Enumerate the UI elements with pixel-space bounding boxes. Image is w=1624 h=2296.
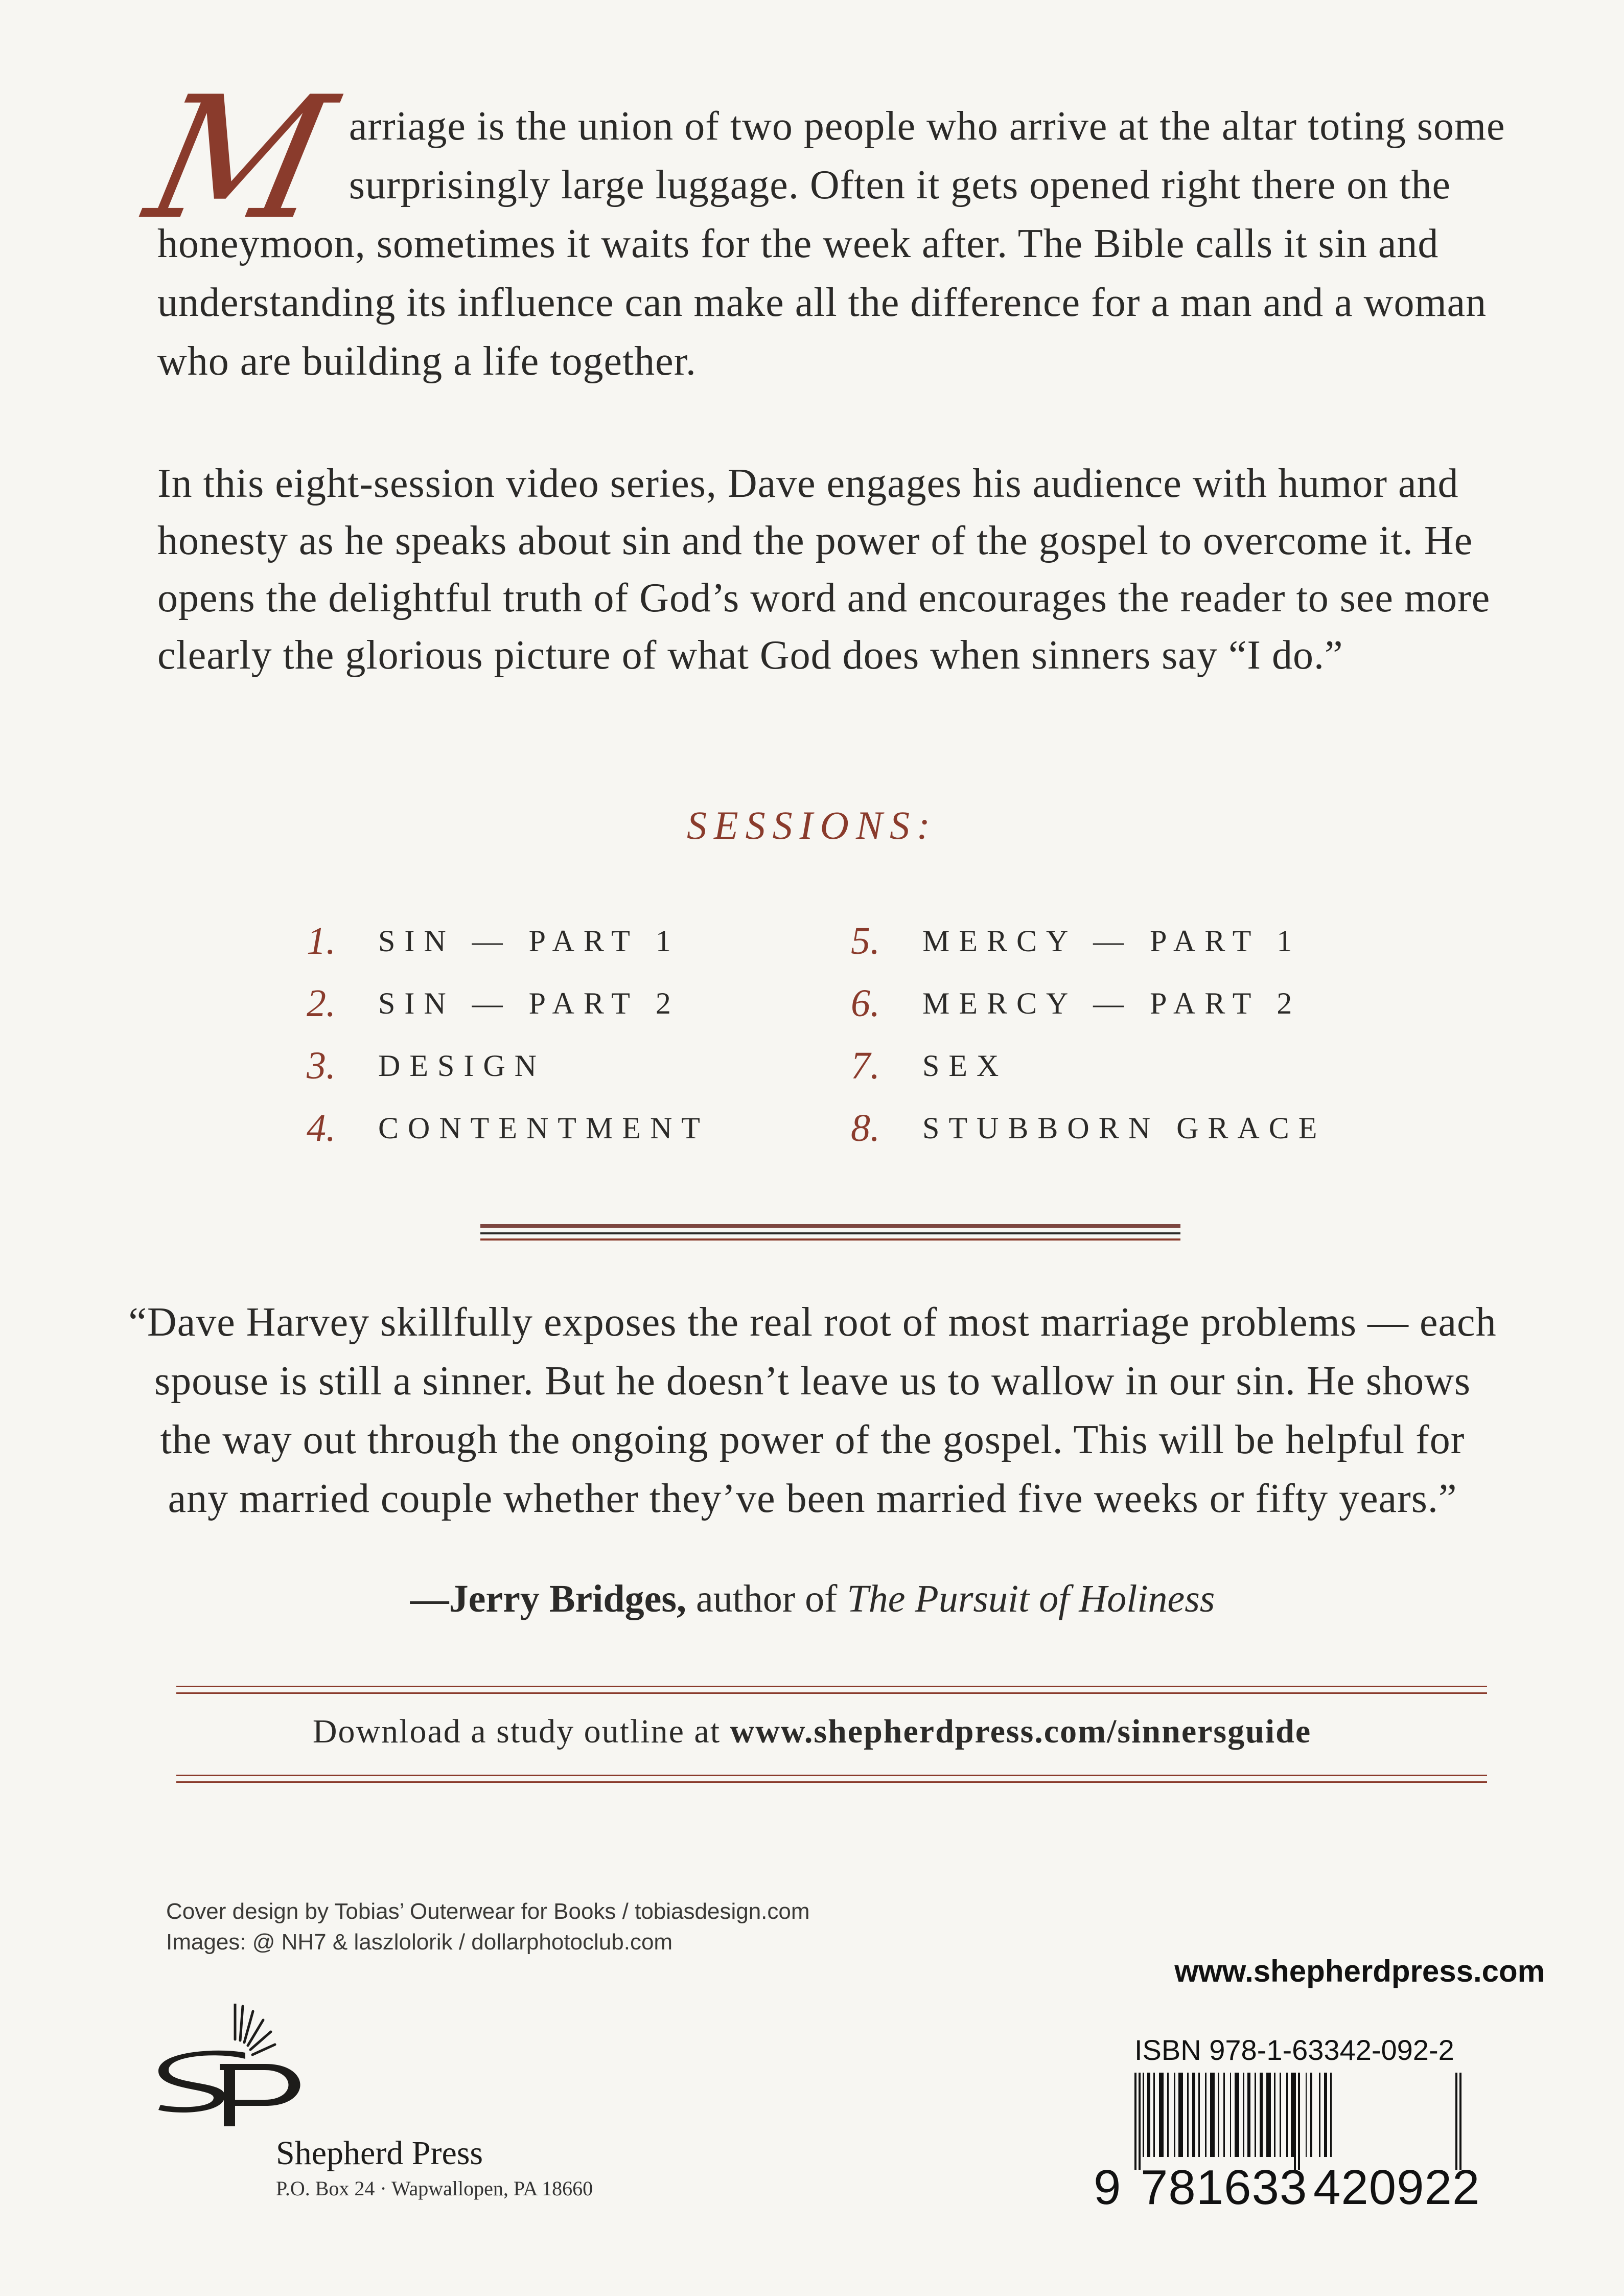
barcode-bar [1235, 2073, 1239, 2157]
barcode-bar [1247, 2073, 1250, 2157]
barcode-group-2: 420922 [1313, 2160, 1480, 2215]
barcode-bar [1243, 2073, 1244, 2157]
intro-paragraph [133, 60, 1506, 391]
barcode-bar [1319, 2073, 1320, 2157]
barcode-guard-bar [1139, 2073, 1141, 2170]
intro-text: arriage is the union of two people who arrive at the altar toting some surprisingly large luggage. Often it gets opened right there on the honeymoon, sometimes it waits for the week after. The Bible calls it sin and understanding its influence can make all the difference for a man and a woman who are building a life together. [157, 104, 1505, 384]
session-number: 5. [851, 919, 880, 962]
barcode-bar [1274, 2073, 1275, 2157]
quote-book-title: The Pursuit of Holiness [847, 1577, 1215, 1620]
barcode-bar [1223, 2073, 1225, 2157]
session-item [851, 1035, 1326, 1097]
session-item [851, 910, 1326, 972]
publisher-website[interactable]: www.shepherdpress.com [1174, 1954, 1545, 1988]
barcode-bar [1260, 2073, 1263, 2157]
session-number: 7. [851, 1044, 880, 1087]
ornamental-divider [480, 1224, 1180, 1241]
session-number: 1. [307, 919, 336, 962]
cover-credits [166, 1896, 810, 1958]
download-bottom-rule [176, 1775, 1487, 1783]
barcode-bar [1210, 2073, 1215, 2157]
barcode-icon [1094, 2073, 1492, 2170]
barcode-group-1: 781633 [1141, 2160, 1308, 2215]
session-title: MERCY — PART 1 [922, 924, 1302, 958]
barcode-guard-bar [1134, 2073, 1136, 2170]
publisher-name: Shepherd Press [276, 2134, 483, 2172]
session-number: 2. [307, 981, 336, 1025]
barcode-bar [1198, 2073, 1200, 2157]
barcode-bar [1230, 2073, 1231, 2157]
barcode-bar [1255, 2073, 1256, 2157]
barcode-bar [1178, 2073, 1183, 2157]
sessions-column-right [851, 910, 1326, 1159]
session-item [307, 1035, 709, 1097]
session-item [307, 1097, 709, 1159]
session-item [851, 972, 1326, 1035]
barcode-bar [1286, 2073, 1288, 2157]
download-prefix: Download a study outline at [312, 1713, 730, 1750]
quote-author: —Jerry Bridges, [410, 1577, 686, 1620]
barcode-bar [1310, 2073, 1312, 2157]
endorsement-quote: “Dave Harvey skillfully exposes the real root of most marriage problems — each spouse is still a sinner. But he doesn’t leave us to wallow in our sin. He shows the way out through the ongoing power of the gospel. This will be helpful for any married couple whether they’ve been married five weeks or fifty years.” [128, 1300, 1497, 1521]
barcode-bar [1266, 2073, 1271, 2157]
session-item [851, 1097, 1326, 1159]
series-description: In this eight-session video series, Dave engages his audience with humor and honesty as he speaks about sin and the power of the gospel to overcome it. He opens the delightful truth of God’s word and encourages the reader to see more clearly the glorious picture of what God does when sinners say “I do.” [157, 461, 1491, 678]
download-url[interactable]: www.shepherdpress.com/sinnersguide [730, 1713, 1312, 1750]
session-number: 8. [851, 1106, 880, 1150]
barcode-bar [1205, 2073, 1207, 2157]
barcode-bar [1167, 2073, 1169, 2157]
barcode-bar [1306, 2073, 1307, 2157]
publisher-address: P.O. Box 24 · Wapwallopen, PA 18660 [276, 2177, 593, 2200]
barcode-bar [1192, 2073, 1195, 2157]
session-title: MERCY — PART 2 [922, 986, 1302, 1020]
session-number: 4. [307, 1106, 336, 1150]
session-title: SIN — PART 1 [378, 924, 680, 958]
isbn-label: ISBN 978-1-63342-092-2 [1134, 2034, 1454, 2066]
session-item [307, 972, 709, 1035]
barcode-bar [1280, 2073, 1281, 2157]
barcode-bar [1159, 2073, 1164, 2157]
quote-author-role: author of [686, 1577, 847, 1620]
barcode-bar [1143, 2073, 1144, 2157]
drop-cap: M [133, 60, 348, 257]
session-title: DESIGN [378, 1048, 546, 1083]
session-number: 6. [851, 981, 880, 1025]
barcode-bar [1330, 2073, 1332, 2157]
quote-attribution [128, 1577, 1497, 1621]
session-title: STUBBORN GRACE [922, 1111, 1327, 1145]
image-credit: Images: @ NH7 & laszlolorik / dollarphotoclub.com [166, 1930, 673, 1955]
download-line [0, 1712, 1624, 1751]
sessions-column-left [307, 910, 709, 1159]
barcode-guard-bar [1298, 2073, 1300, 2170]
barcode-first-digit: 9 [1094, 2160, 1122, 2215]
session-title: CONTENTMENT [378, 1111, 709, 1145]
barcode-guard-bar [1459, 2073, 1461, 2170]
session-number: 3. [307, 1044, 336, 1087]
barcode-bar [1153, 2073, 1155, 2157]
download-top-rule [176, 1686, 1487, 1694]
barcode-bar [1324, 2073, 1327, 2157]
session-title: SIN — PART 2 [378, 986, 680, 1020]
barcode-bar [1187, 2073, 1189, 2157]
session-title: SEX [922, 1048, 1008, 1083]
barcode-bar [1291, 2073, 1295, 2157]
barcode-bar [1218, 2073, 1219, 2157]
session-item [307, 910, 709, 972]
sessions-heading: SESSIONS: [687, 803, 937, 847]
barcode-bar [1147, 2073, 1150, 2157]
barcode-bar [1174, 2073, 1175, 2157]
shepherd-press-logo-icon [158, 2004, 322, 2126]
design-credit: Cover design by Tobias’ Outerwear for Books / tobiasdesign.com [166, 1899, 810, 1924]
barcode-guard-bar [1455, 2073, 1457, 2170]
